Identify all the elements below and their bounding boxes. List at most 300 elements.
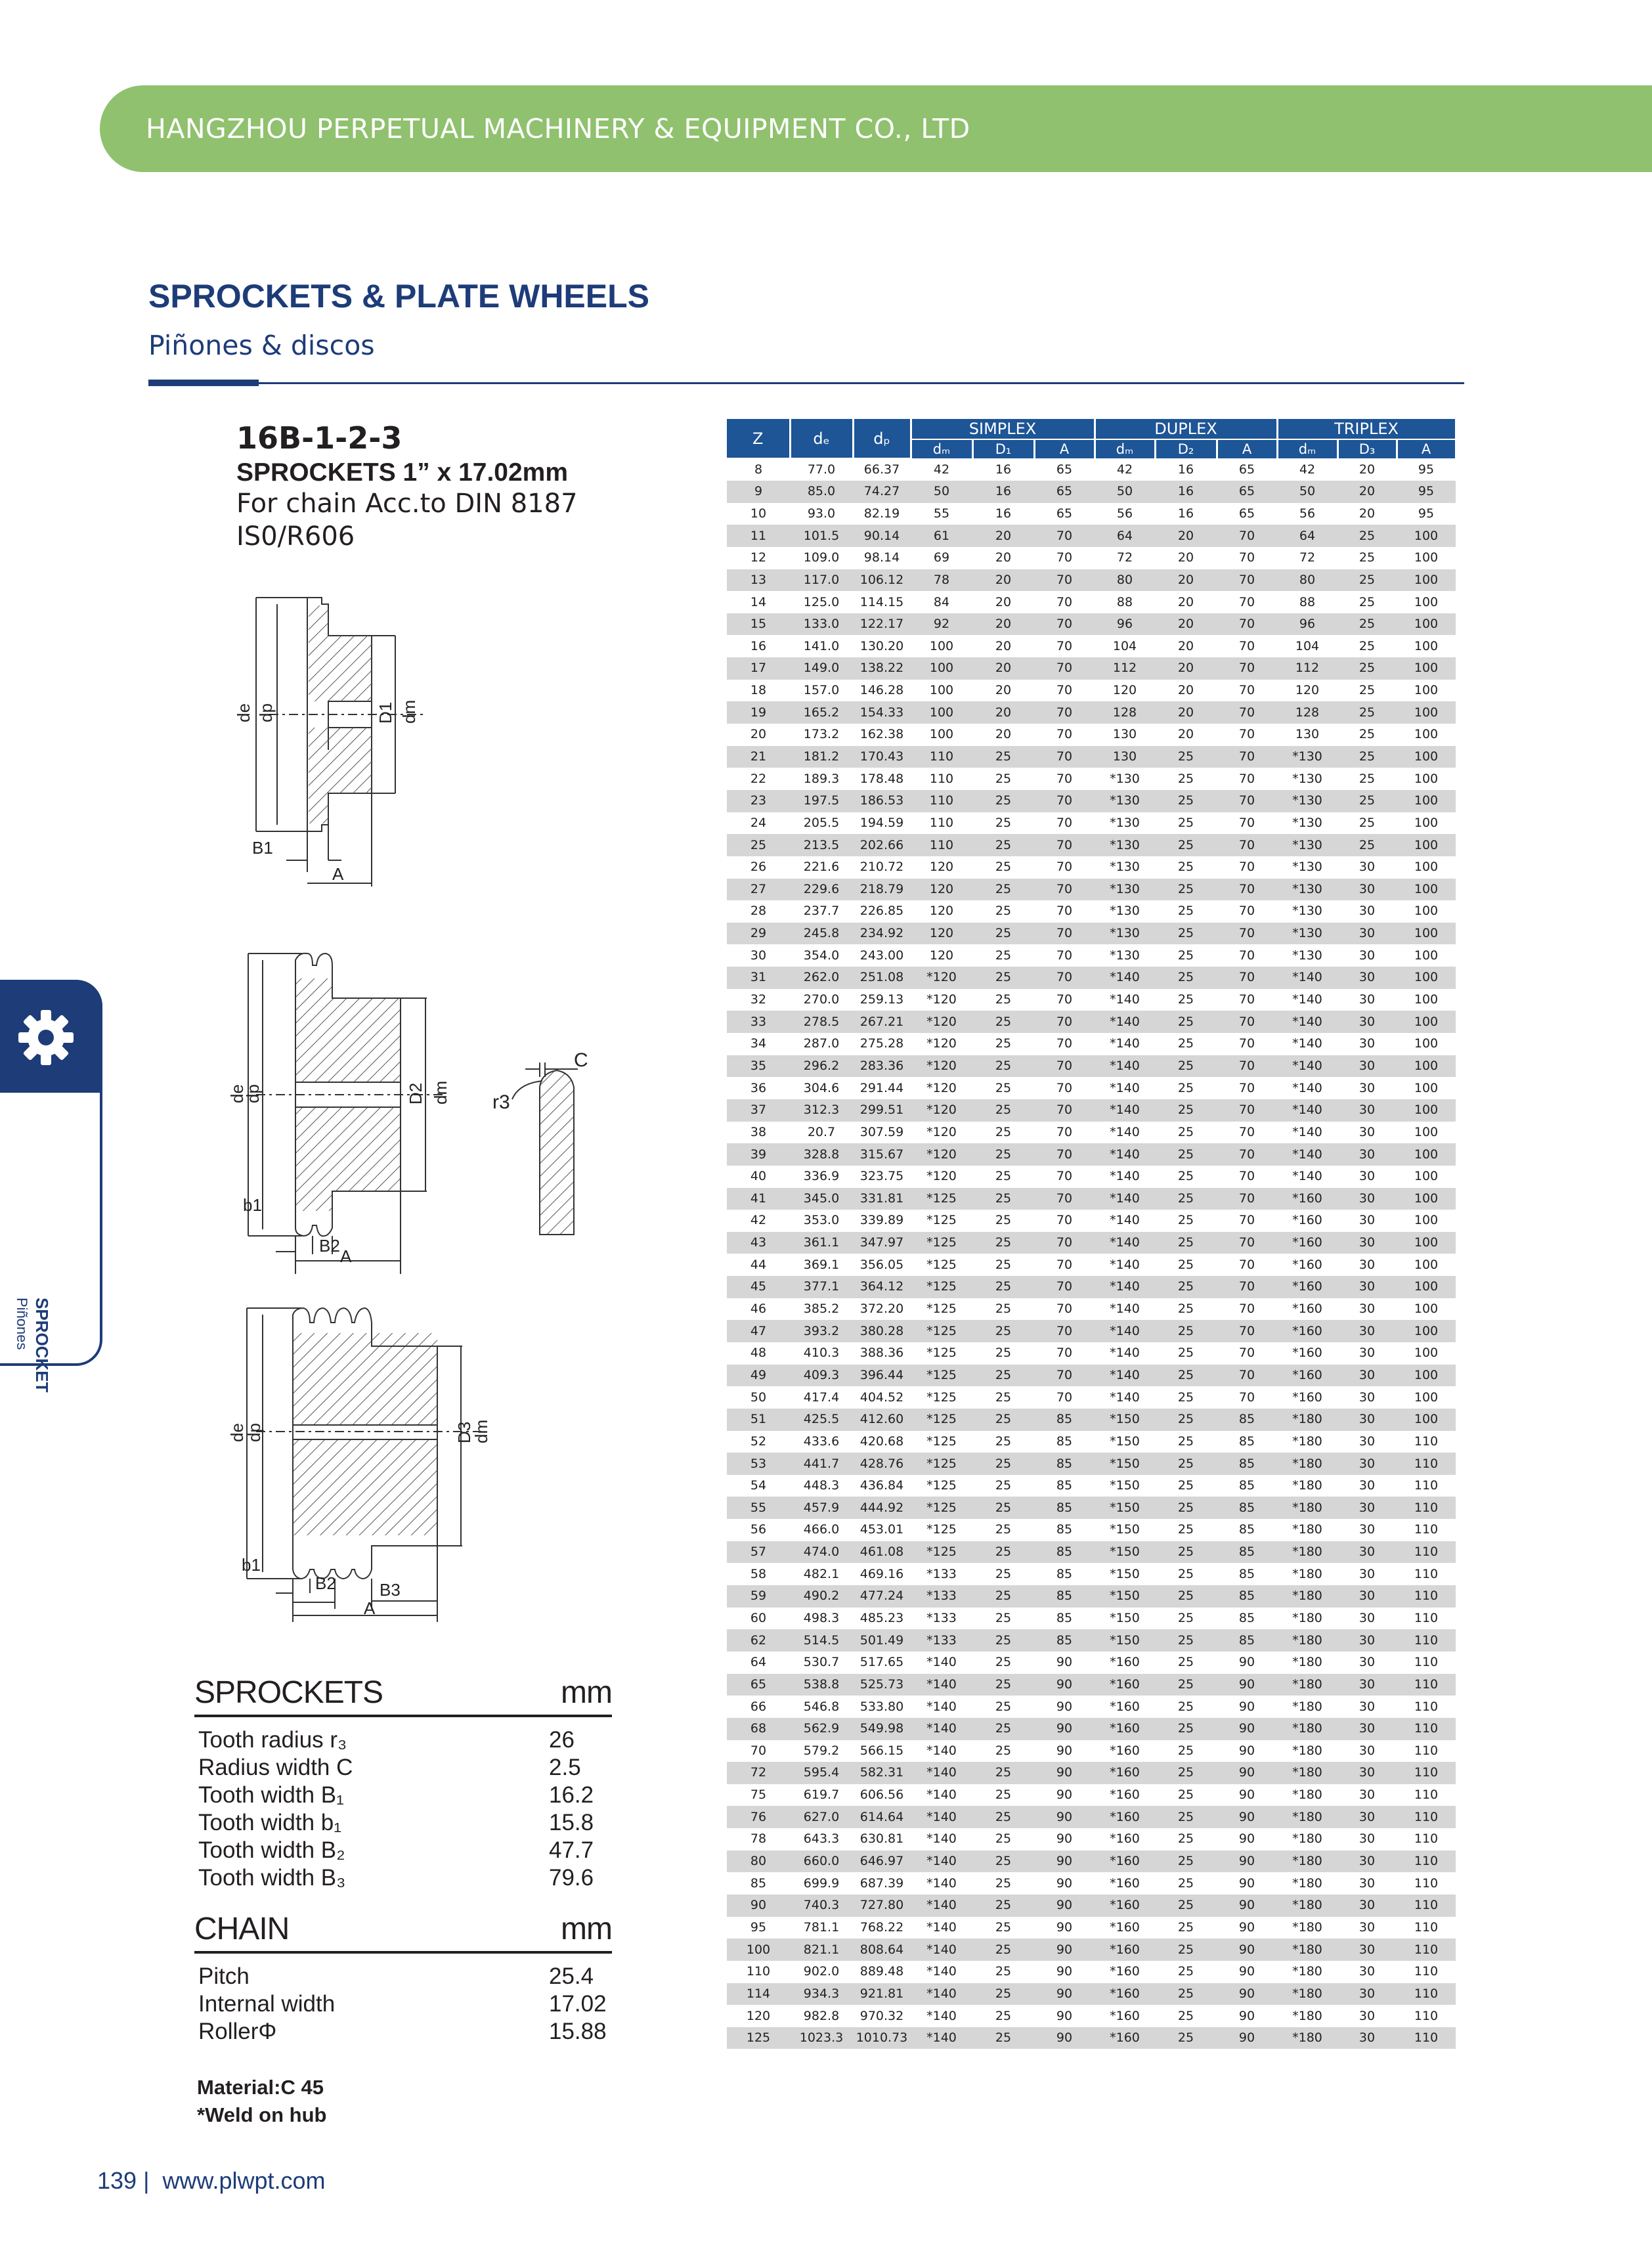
table-row [727,1143,1456,1166]
table-cell: *180 [1277,1762,1337,1784]
table-cell: 25 [1155,1276,1217,1298]
table-cell: 25 [1155,1895,1217,1917]
table-cell: 25 [972,1475,1034,1497]
table-row [727,746,1456,768]
label-C: C [574,1049,588,1071]
table-cell: *180 [1277,1806,1337,1828]
table-cell: 55 [727,1497,790,1519]
table-cell: 380.28 [853,1320,911,1342]
table-cell: 17 [727,657,790,680]
table-cell: 444.92 [853,1497,911,1519]
table-cell: *125 [911,1210,972,1232]
table-cell: *160 [1095,1983,1155,2005]
table-cell: 110 [1397,1718,1456,1740]
table-cell: 25 [1337,834,1397,856]
table-cell: 25 [1155,1674,1217,1696]
table-cell: *130 [1277,768,1337,790]
table-cell: 30 [1337,1033,1397,1055]
table-cell: 68 [727,1718,790,1740]
table-cell: 30 [727,944,790,967]
table-cell: 25 [1155,1828,1217,1851]
table-cell: 259.13 [853,989,911,1011]
table-row [727,547,1456,569]
table-cell: *120 [911,1055,972,1078]
spec-row [194,1754,612,1782]
table-cell: 88 [1277,591,1337,613]
table-cell: 85 [1034,1585,1095,1608]
gear-icon [17,1009,75,1066]
table-cell: *180 [1277,1541,1337,1564]
table-cell: *160 [1095,2027,1155,2049]
group-header-simplex: SIMPLEX [911,419,1095,439]
table-cell: 466.0 [790,1519,853,1541]
table-cell: 30 [1337,923,1397,945]
table-cell: 501.49 [853,1629,911,1652]
table-cell: 70 [1034,547,1095,569]
table-row [727,1122,1456,1144]
table-cell: 65 [727,1674,790,1696]
table-cell: 178.48 [853,768,911,790]
side-tab[interactable] [0,980,102,1393]
table-cell: 20 [972,635,1034,657]
table-cell: *125 [911,1409,972,1431]
table-cell: 25 [1155,1541,1217,1564]
table-cell: 10 [727,503,790,525]
table-cell: *140 [1277,1099,1337,1122]
table-cell: 100 [1397,989,1456,1011]
table-cell: 90 [1217,1851,1277,1873]
table-cell: 110 [1397,1585,1456,1608]
table-cell: 72 [727,1762,790,1784]
table-cell: *140 [1095,1143,1155,1166]
table-cell: 388.36 [853,1342,911,1365]
table-cell: 70 [1217,569,1277,592]
table-cell: 181.2 [790,746,853,768]
table-cell: 90 [1034,1872,1095,1895]
table-cell: 70 [1034,768,1095,790]
table-cell: *160 [1095,1851,1155,1873]
table-row [727,1342,1456,1365]
table-cell: 385.2 [790,1298,853,1321]
label-A: A [340,1246,352,1266]
table-cell: *160 [1277,1210,1337,1232]
table-cell: 498.3 [790,1608,853,1630]
table-cell: 921.81 [853,1983,911,2005]
table-cell: *125 [911,1298,972,1321]
table-cell: 110 [1397,1431,1456,1453]
table-cell: 25 [1155,1365,1217,1387]
table-row [727,1519,1456,1541]
table-cell: 70 [1034,1232,1095,1254]
table-cell: 70 [1034,856,1095,879]
label-A: A [364,1598,376,1618]
table-cell: *140 [911,1696,972,1718]
table-cell: 90 [1034,1806,1095,1828]
table-cell: 25 [972,1166,1034,1188]
table-cell: 110 [1397,1784,1456,1807]
table-cell: 25 [1155,790,1217,812]
table-cell: 20 [1155,635,1217,657]
table-cell: 687.39 [853,1872,911,1895]
table-cell: 30 [1337,1519,1397,1541]
table-cell: 474.0 [790,1541,853,1564]
table-cell: 90 [1034,1828,1095,1851]
table-cell: 133.0 [790,613,853,636]
table-cell: 25 [1337,768,1397,790]
table-cell: 25 [972,1939,1034,1961]
table-cell: 110 [911,746,972,768]
table-cell: 485.23 [853,1608,911,1630]
table-cell: *180 [1277,1895,1337,1917]
table-cell: *140 [911,2027,972,2049]
table-cell: 25 [972,1320,1034,1342]
table-cell: 393.2 [790,1320,853,1342]
table-cell: 85 [1217,1585,1277,1608]
table-cell: *150 [1095,1497,1155,1519]
table-cell: 25 [1155,746,1217,768]
table-cell: *180 [1277,1872,1337,1895]
table-cell: 90 [1217,1961,1277,1983]
table-row [727,1652,1456,1674]
table-cell: *160 [1095,1895,1155,1917]
table-cell: 100 [727,1939,790,1961]
table-cell: 70 [1034,1188,1095,1210]
table-cell: 25 [1155,944,1217,967]
table-cell: 25 [1155,1983,1217,2005]
table-cell: 30 [1337,967,1397,989]
table-cell: 30 [1337,1232,1397,1254]
table-cell: 70 [1034,790,1095,812]
page-number: 139 [97,2167,137,2194]
table-cell: *140 [911,1718,972,1740]
spec-row [194,1726,612,1754]
table-cell: 50 [911,481,972,503]
table-cell: 514.5 [790,1629,853,1652]
table-cell: 25 [1337,790,1397,812]
table-cell: 412.60 [853,1409,911,1431]
table-cell: 25 [1155,1519,1217,1541]
table-cell: 287.0 [790,1033,853,1055]
table-cell: 278.5 [790,1011,853,1033]
table-cell: 70 [1034,1254,1095,1276]
group-header-triplex: TRIPLEX [1277,419,1456,439]
table-cell: 22 [727,768,790,790]
table-cell: 110 [727,1961,790,1983]
table-cell: 30 [1337,1828,1397,1851]
table-cell: 70 [1034,967,1095,989]
spec-value: 47.7 [549,1837,594,1863]
table-cell: 210.72 [853,856,911,879]
table-cell: 110 [1397,2005,1456,2027]
table-cell: 64 [1277,525,1337,547]
table-cell: 354.0 [790,944,853,967]
table-cell: 25 [972,1629,1034,1652]
table-cell: 120 [911,923,972,945]
table-cell: 85 [1217,1497,1277,1519]
sprocket-dimension-table [727,419,1457,2049]
table-cell: 25 [972,1872,1034,1895]
table-cell: 85 [1034,1497,1095,1519]
table-cell: 25 [1337,724,1397,746]
table-cell: 20 [1155,613,1217,636]
table-cell: 88 [1095,591,1155,613]
product-description: SPROCKETS 1” x 17.02mm [236,458,569,487]
table-cell: *180 [1277,1453,1337,1475]
table-cell: *160 [1277,1276,1337,1298]
table-cell: *130 [1277,812,1337,835]
label-dm: dm [471,1419,491,1443]
table-row [727,834,1456,856]
table-row [727,503,1456,525]
table-cell: 54 [727,1475,790,1497]
table-cell: 117.0 [790,569,853,592]
table-row [727,635,1456,657]
table-cell: *180 [1277,2027,1337,2049]
table-cell: 61 [911,525,972,547]
table-cell: 25 [1337,701,1397,724]
table-cell: 25 [972,1254,1034,1276]
table-row [727,923,1456,945]
table-cell: 109.0 [790,547,853,569]
table-cell: *160 [1095,1762,1155,1784]
table-cell: 30 [1337,1320,1397,1342]
table-cell: *125 [911,1541,972,1564]
table-cell: 100 [1397,1099,1456,1122]
table-cell: 30 [1337,1254,1397,1276]
spec-value: 25.4 [549,1963,594,1989]
table-cell: 112 [1095,657,1155,680]
table-cell: 299.51 [853,1099,911,1122]
table-cell: *140 [1277,1033,1337,1055]
table-row [727,1983,1456,2005]
table-cell: 70 [1034,746,1095,768]
table-cell: 25 [972,834,1034,856]
table-cell: 30 [1337,1055,1397,1078]
table-cell: 25 [972,1740,1034,1763]
table-row [727,1033,1456,1055]
table-row [727,1674,1456,1696]
table-cell: *130 [1095,856,1155,879]
table-cell: 275.28 [853,1033,911,1055]
table-cell: 70 [1034,701,1095,724]
product-standard: For chain Acc.to DIN 8187 [236,489,578,519]
table-cell: 25 [1155,768,1217,790]
table-row [727,1629,1456,1652]
col-header-dp: dₚ [853,419,911,458]
table-cell: 70 [1034,1077,1095,1099]
table-cell: 30 [1337,1762,1397,1784]
table-cell: 25 [1155,1409,1217,1431]
table-cell: 20 [1155,724,1217,746]
table-cell: 90 [1034,1762,1095,1784]
table-cell: 25 [1155,989,1217,1011]
table-cell: 25 [972,1143,1034,1166]
table-cell: 30 [1337,1629,1397,1652]
table-cell: *140 [1277,1055,1337,1078]
table-cell: 70 [1034,525,1095,547]
table-cell: 74.27 [853,481,911,503]
table-cell: 90 [1034,1652,1095,1674]
spec-row [194,1864,612,1892]
table-cell: 25 [1155,1011,1217,1033]
table-cell: 70 [1217,1166,1277,1188]
table-cell: 25 [1155,900,1217,923]
table-cell: *160 [1277,1342,1337,1365]
table-cell: 95 [1397,458,1456,481]
col-header-z: Z [727,419,790,458]
table-cell: 70 [1217,967,1277,989]
website-link[interactable]: www.plwpt.com [162,2167,326,2194]
table-cell: *120 [911,1122,972,1144]
table-cell: 525.73 [853,1674,911,1696]
table-cell: 30 [1337,1122,1397,1144]
table-cell: 30 [1337,1563,1397,1585]
table-cell: 100 [1397,746,1456,768]
table-cell: 30 [1337,1608,1397,1630]
table-cell: 149.0 [790,657,853,680]
table-cell: 30 [1337,1210,1397,1232]
table-cell: *150 [1095,1563,1155,1585]
table-cell: 781.1 [790,1917,853,1939]
spec-label: Pitch [198,1963,250,1989]
table-cell: 369.1 [790,1254,853,1276]
table-cell: 267.21 [853,1011,911,1033]
table-cell: *140 [1095,1077,1155,1099]
table-cell: *180 [1277,1851,1337,1873]
table-cell: *180 [1277,1784,1337,1807]
table-cell: 312.3 [790,1099,853,1122]
table-cell: 25 [1337,657,1397,680]
table-cell: 70 [1034,1298,1095,1321]
table-cell: *160 [1277,1232,1337,1254]
table-cell: 353.0 [790,1210,853,1232]
table-cell: 25 [1155,812,1217,835]
table-cell: *140 [1277,1011,1337,1033]
table-cell: 120 [911,944,972,967]
table-cell: 808.64 [853,1939,911,1961]
table-cell: 77.0 [790,458,853,481]
table-cell: 410.3 [790,1342,853,1365]
table-cell: 16 [972,481,1034,503]
spec-value: 2.5 [549,1755,581,1780]
table-cell: 30 [1337,1895,1397,1917]
table-cell: 70 [1217,1077,1277,1099]
table-row [727,967,1456,989]
table-cell: 11 [727,525,790,547]
table-cell: 16 [972,458,1034,481]
table-cell: 70 [1034,944,1095,967]
table-cell: 25 [972,989,1034,1011]
table-cell: *160 [1095,1674,1155,1696]
table-cell: 120 [911,879,972,901]
table-cell: 90 [1217,1652,1277,1674]
table-cell: *130 [1277,923,1337,945]
table-cell: *140 [1277,1122,1337,1144]
table-row [727,1961,1456,1983]
table-cell: *125 [911,1320,972,1342]
table-row [727,1762,1456,1784]
table-cell: 98.14 [853,547,911,569]
table-cell: 70 [1217,1342,1277,1365]
table-cell: 20 [1155,657,1217,680]
table-cell: 85 [1034,1541,1095,1564]
table-cell: 95 [1397,503,1456,525]
table-cell: 130 [1095,746,1155,768]
table-cell: 25 [972,1386,1034,1409]
table-cell: 52 [727,1431,790,1453]
table-cell: 70 [1217,1298,1277,1321]
table-cell: 25 [1155,923,1217,945]
spec-label: Tooth width B₃ [198,1865,346,1891]
table-cell: 49 [727,1365,790,1387]
table-cell: 30 [1337,1961,1397,1983]
table-cell: 76 [727,1806,790,1828]
table-cell: *140 [911,1917,972,1939]
table-cell: *120 [911,1166,972,1188]
table-cell: 25 [972,1563,1034,1585]
footer-separator: | [137,2167,163,2194]
chain-spec-unit: mm [561,1912,612,1946]
table-cell: 20 [1155,569,1217,592]
label-dm: dm [431,1080,450,1105]
table-cell: 25 [1155,2027,1217,2049]
table-cell: 30 [1337,1276,1397,1298]
table-cell: *130 [1095,812,1155,835]
table-cell: *160 [1095,1828,1155,1851]
table-cell: 85 [1217,1563,1277,1585]
spec-value: 15.8 [549,1810,594,1835]
table-cell: 70 [1217,680,1277,702]
table-cell: 90 [1217,1784,1277,1807]
table-cell: *130 [1095,834,1155,856]
table-cell: 84 [911,591,972,613]
table-cell: 85 [1217,1409,1277,1431]
table-cell: 85 [1217,1629,1277,1652]
table-cell: *160 [1277,1320,1337,1342]
table-cell: *140 [911,1895,972,1917]
table-cell: *150 [1095,1541,1155,1564]
sprockets-spec-header [194,1675,612,1717]
table-cell: *133 [911,1563,972,1585]
table-cell: 28 [727,900,790,923]
table-cell: 582.31 [853,1762,911,1784]
table-cell: 30 [1337,1806,1397,1828]
table-cell: 13 [727,569,790,592]
table-cell: 1010.73 [853,2027,911,2049]
table-cell: 25 [972,923,1034,945]
label-de: de [234,703,253,722]
table-cell: 90 [1217,2005,1277,2027]
table-cell: 128 [1277,701,1337,724]
table-cell: *180 [1277,2005,1337,2027]
table-cell: 25 [1155,1851,1217,1873]
section-divider [148,382,1464,384]
table-cell: 30 [1337,1077,1397,1099]
table-cell: 66 [727,1696,790,1718]
table-cell: *160 [1095,1872,1155,1895]
sprockets-spec-table [194,1675,612,1892]
chain-spec-rows [194,1963,612,2046]
table-cell: 100 [1397,680,1456,702]
table-cell: 194.59 [853,812,911,835]
table-cell: 70 [1217,591,1277,613]
table-cell: 90 [1217,1895,1277,1917]
table-cell: 25 [1155,1872,1217,1895]
table-cell: 70 [1217,856,1277,879]
table-cell: 70 [1217,923,1277,945]
table-cell: 361.1 [790,1232,853,1254]
table-cell: 25 [972,1232,1034,1254]
